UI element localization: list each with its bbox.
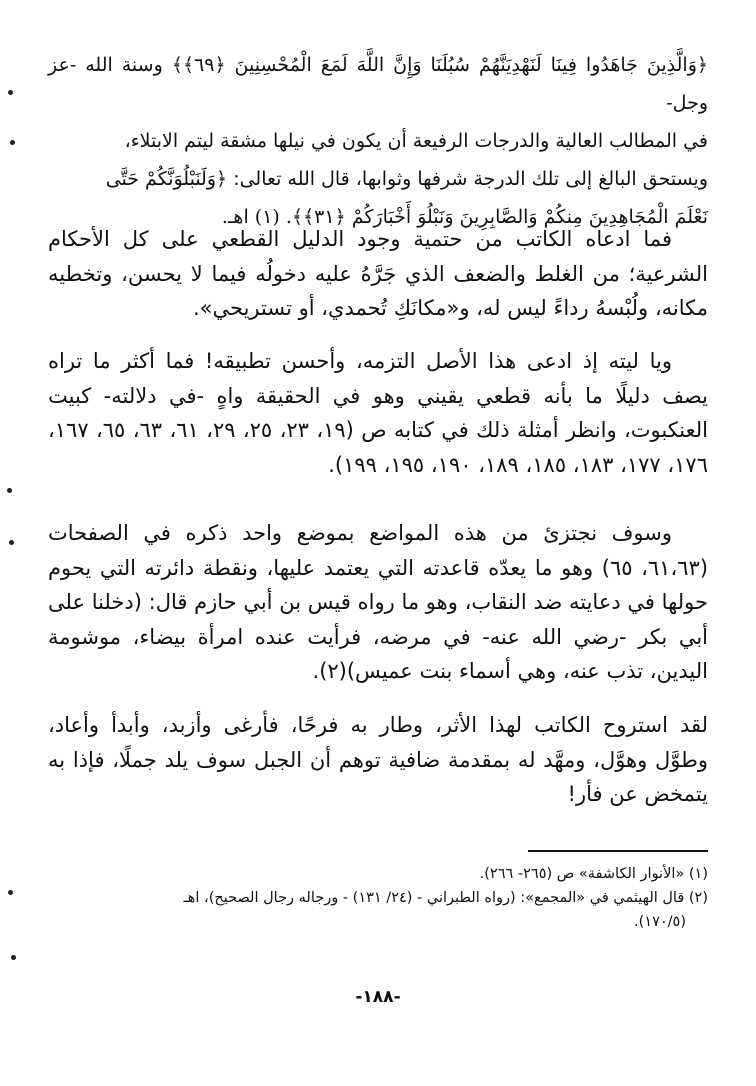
scan-speck: [8, 90, 13, 95]
paragraph-text: لقد استروح الكاتب لهذا الأثر، وطار به فرحًا، فأرغى وأزبد، وأبدأ وأعاد، وطوَّل وهوَّل، ومهَّد له بمقدمة ضافية توهم أن الجبل سوف يلد جملًا، فإذا به يتمخض عن فأر!: [48, 713, 708, 806]
footnote-2: (٢) قال الهيثمي في «المجمع»: (رواه الطبراني - (٢٤/ ١٣١) - ورجاله رجال الصحيح)، اهـ: [183, 890, 708, 906]
intro-line-4: نَعْلَمَ الْمُجَاهِدِينَ مِنكُمْ وَالصَّابِرِينَ وَنَبْلُوَ أَخْبَارَكُمْ ﴿٣١﴾﴾. (١) اهـ.: [221, 206, 708, 228]
paragraph-3: [48, 516, 708, 689]
paragraph-1: [48, 222, 708, 326]
paragraph-text: وسوف نجتزئ من هذه المواضع بموضع واحد ذكره في الصفحات (٦١،٦٣، ٦٥) وهو ما يعدّه قاعدته التي يعتمد عليها، ونقطة دائرته التي يحوم حولها في دعايته ضد النقاب، وهو ما رواه قيس بن أبي حازم قال: (دخلنا على أبي بكر -رضي الله عنه- في مرضه، فرأيت عنده امرأة بيضاء، موشومة اليدين، تذب عنه، وهي أسماء بنت عميس)(٢).: [48, 521, 709, 683]
footnotes: [48, 862, 708, 934]
scan-speck: [7, 488, 12, 493]
scan-speck: [11, 955, 16, 960]
scan-speck: [10, 140, 15, 145]
paragraph-text: فما ادعاه الكاتب من حتمية وجود الدليل القطعي على كل الأحكام الشرعية؛ من الغلط والضعف الذي جَرَّهُ عليه دخولُه فيما لا يحسن، وتخطيه مكانه، ولُبْسهُ رداءً ليس له، و«مكانَكِ تُحمدي، أو تستريحي».: [48, 227, 708, 320]
scan-speck: [9, 540, 14, 545]
intro-block: [48, 46, 708, 236]
page-number: -١٨٨-: [355, 987, 401, 1007]
footnote-1: (١) «الأنوار الكاشفة» ص (٢٦٥- ٢٦٦).: [479, 866, 708, 882]
intro-line-1: ﴿وَالَّذِينَ جَاهَدُوا فِينَا لَنَهْدِيَنَّهُمْ سُبُلَنَا وَإِنَّ اللَّهَ لَمَعَ الْمُحْسِنِينَ ﴿٦٩﴾﴾ وسنة الله -عز وجل-: [48, 54, 708, 114]
paragraph-4: [48, 708, 708, 812]
paragraph-text: ويا ليته إذ ادعى هذا الأصل التزمه، وأحسن تطبيقه! فما أكثر ما تراه يصف دليلًا ما بأنه قطعي يقيني وهو في الحقيقة واهٍ -في دلالته- كبيت العنكبوت، وانظر أمثلة ذلك في كتابه ص (١٩، ٢٣، ٢٥، ٢٩، ٦١، ٦٣، ٦٥، ١٦٧، ١٧٦، ١٧٧، ١٨٣، ١٨٥، ١٨٩، ١٩٠، ١٩٥، ١٩٩).: [48, 349, 709, 477]
footnote-2-continuation: (١٧٠/٥).: [634, 914, 686, 930]
intro-line-3: ويستحق البالغ إلى تلك الدرجة شرفها وثوابها، قال الله تعالى: ﴿وَلَنَبْلُوَنَّكُمْ حَتَّى: [105, 168, 708, 190]
intro-line-2: في المطالب العالية والدرجات الرفيعة أن يكون في نيلها مشقة ليتم الابتلاء،: [124, 130, 708, 152]
paragraph-2: [48, 344, 708, 482]
scan-speck: [8, 890, 13, 895]
footnote-separator: [528, 850, 708, 852]
